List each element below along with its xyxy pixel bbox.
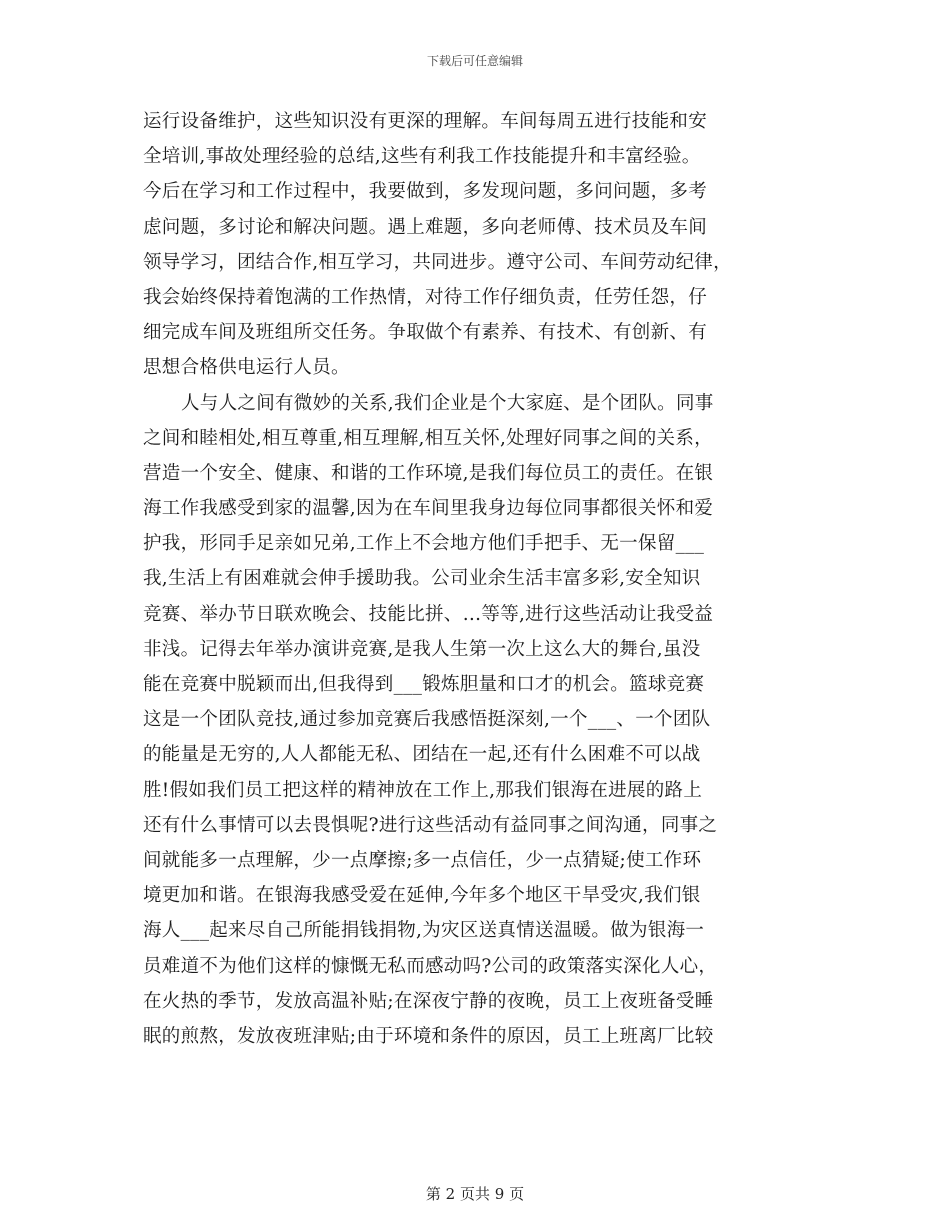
text-line: 竞赛、举办节日联欢晚会、技能比拼、…等等,进行这些活动让我受益 [143,603,714,625]
text-line: 还有什么事情可以去畏惧呢?进行这些活动有益同事之间沟通，同事之 [143,814,718,836]
text-line: 能在竞赛中脱颖而出,但我得到___锻炼胆量和口才的机会。篮球竞赛 [143,674,705,695]
text-line: 我会始终保持着饱满的工作热情，对待工作仔细负责，任劳任怨，仔 [143,286,708,308]
text-line: 营造一个安全、健康、和谐的工作环境,是我们每位员工的责任。在银 [143,462,714,484]
text-line: 间就能多一点理解，少一点摩擦;多一点信任，少一点猜疑;使工作环 [143,849,702,871]
text-line: 护我，形同手足亲如兄弟,工作上不会地方他们手把手、无一保留___ [143,533,705,555]
text-line: 胜!假如我们员工把这样的精神放在工作上,那我们银海在进展的路上 [143,779,703,801]
text-line: 海工作我感受到家的温馨,因为在车间里我身边每位同事都很关怀和爱 [143,498,714,520]
text-line: 细完成车间及班组所交任务。争取做个有素养、有技术、有创新、有 [143,322,708,344]
text-line: 眠的煎熬，发放夜班津贴;由于环境和条件的原因，员工上班离厂比较 [143,1025,714,1047]
page-header: 下载后可任意编辑 [426,54,523,68]
text-line: 运行设备维护，这些知识没有更深的理解。车间每周五进行技能和安 [143,111,708,132]
page-number-footer: 第 2 页共 9 页 [425,1185,525,1203]
text-line: 之间和睦相处,相互尊重,相互理解,相互关怀,处理好同事之间的关系， [143,427,713,449]
text-line: 全培训,事故处理经验的总结,这些有利我工作技能提升和丰富经验。 [143,146,701,168]
text-line: 境更加和谐。在银海我感受爱在延伸,今年多个地区干旱受灾,我们银 [143,885,701,907]
document-body [143,104,823,1054]
text-line: 在火热的季节，发放高温补贴;在深夜宁静的夜晚，员工上夜班备受睡 [143,990,714,1012]
text-line: 领导学习，团结合作,相互学习，共同进步。遵守公司、车间劳动纪律， [143,251,732,273]
text-line: 非浅。记得去年举办演讲竞赛,是我人生第一次上这么大的舞台,虽没 [143,638,701,660]
text-line: 员难道不为他们这样的慷慨无私而感动吗?公司的政策落实深化人心， [143,955,718,977]
paragraph-start-line: 人与人之间有微妙的关系,我们企业是个大家庭、是个团队。同事 [181,392,714,414]
text-line: 我,生活上有困难就会伸手援助我。公司业余生活丰富多彩,安全知识 [143,568,701,590]
text-line: 虑问题，多讨论和解决问题。遇上难题，多向老师傅、技术员及车间 [143,216,708,238]
text-line: 海人___起来尽自己所能捐钱捐物,为灾区送真情送温暖。做为银海一 [143,920,705,942]
text-line: 今后在学习和工作过程中，我要做到，多发现问题，多问问题，多考 [143,181,708,203]
text-line: 的能量是无穷的,人人都能无私、团结在一起,还有什么困难不可以战 [143,744,701,766]
text-line: 这是一个团队竞技,通过参加竞赛后我感悟挺深刻,一个___、一个团队 [143,709,711,731]
text-line: 思想合格供电运行人员。 [143,357,350,379]
